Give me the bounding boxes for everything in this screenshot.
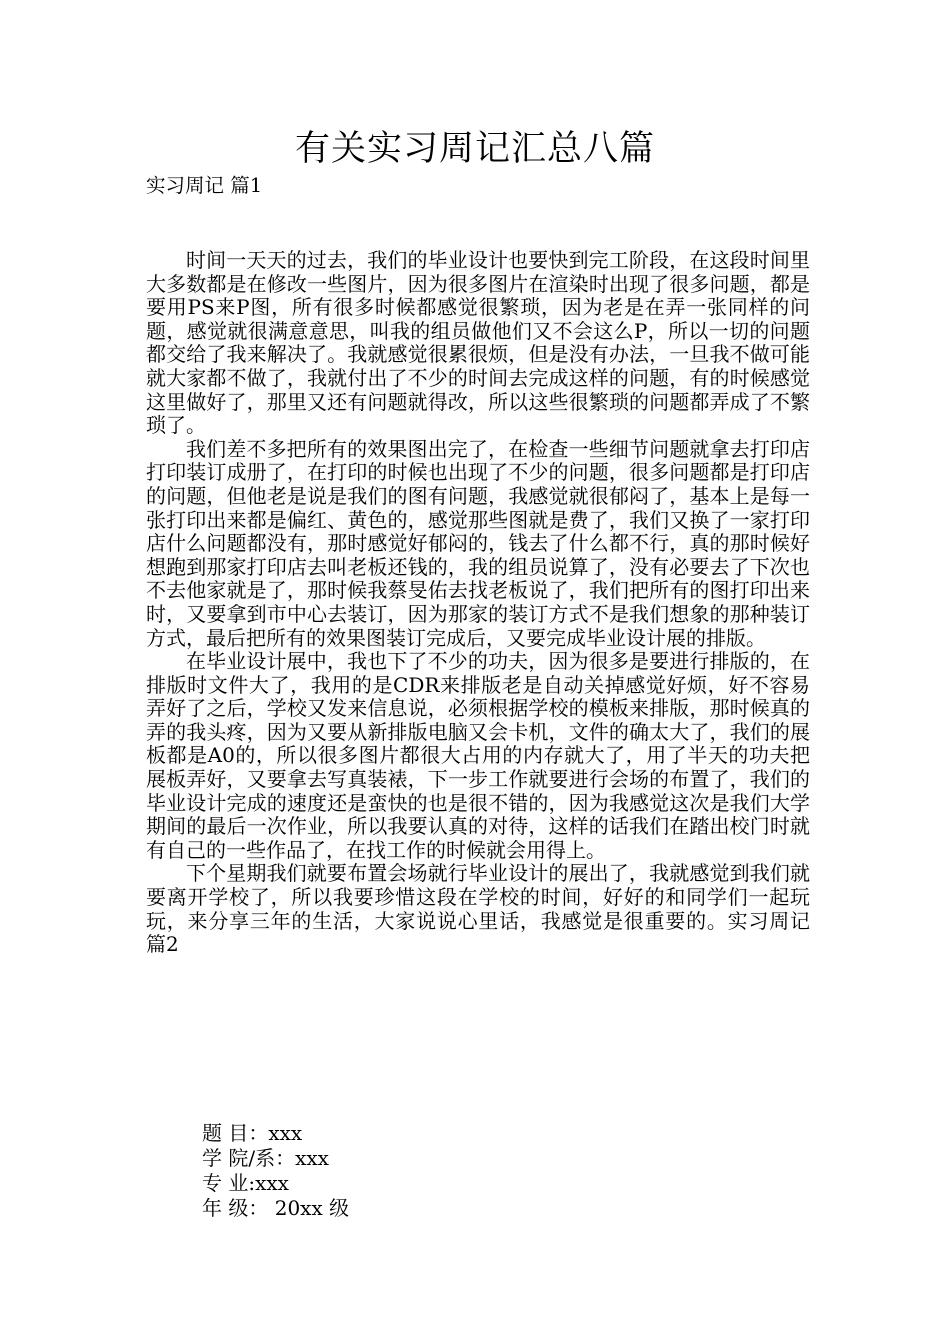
paragraph-2: 我们差不多把所有的效果图出完了，在检查一些细节问题就拿去打印店打印装订成册了，在打印的时候也出现了不少的问题，很多问题都是打印店的问题，但他老是说是我们的图有问题，我感觉就很郁闷了，基本上是每一张打印出来都是偏红、黄色的，感觉那些图就是费了，我们又换了一家打印店什么问题都没有，那时感觉好郁闷的，钱去了什么都不行，真的那时候好想跑到那家打印店去叫老板还钱的，我的组员说算了，没有必要去了下次也不去他家就是了，那时候我蔡旻佑去找老板说了，我们把所有的图打印出来时，又要拿到市中心去装订，因为那家的装订方式不是我们想象的那种装订方式，最后把所有的效果图装订完成后，又要完成毕业设计展的排版。 [146,436,810,650]
meta-grade: 年 级： 20xx 级 [202,1196,350,1220]
meta-major: 专 业:xxx [202,1171,289,1195]
document-title: 有关实习周记汇总八篇 [294,129,655,169]
paragraph-3: 在毕业设计展中，我也下了不少的功夫，因为很多是要进行排版的，在排版时文件大了，我用的是CDR来排版老是自动关掉感觉好烦，好不容易弄好了之后，学校又发来信息说，必须根据学校的模板来排版，那时候真的弄的我头疼，因为又要从新排版电脑又会卡机，文件的确太大了，我们的展板都是A0的，所以很多图片都很大占用的内存就大了，用了半天的功夫把展板弄好，又要拿去写真装裱，下一步工作就要进行会场的布置了，我们的毕业设计完成的速度还是蛮快的也是很不错的，因为我感觉这次是我们大学期间的最后一次作业，所以我要认真的对待，这样的话我们在踏出校门时就有自己的一些作品了，在找工作的时候就会用得上。 [146,649,810,862]
meta-topic: 题 目：xxx [202,1121,303,1145]
paragraph-4: 下个星期我们就要布置会场就行毕业设计的展出了，我就感觉到我们就要离开学校了，所以我要珍惜这段在学校的时间，好好的和同学们一起玩玩，来分享三年的生活，大家说说心里话，我感觉是很重要的。实习周记 篇2 [146,861,810,957]
section-heading: 实习周记 篇1 [146,174,263,197]
report-meta-block [202,1121,349,1221]
body-text [146,249,810,957]
meta-department: 学 院/系：xxx [202,1146,329,1170]
paragraph-1: 时间一天天的过去，我们的毕业设计也要快到完工阶段，在这段时间里大多数都是在修改一些图片，因为很多图片在渲染时出现了很多问题，都是要用PS来P图，所有很多时候都感觉很繁琐，因为老是在弄一张同样的问题，感觉就很满意意思，叫我的组员做他们又不会这么P，所以一切的问题都交给了我来解决了。我就感觉很累很烦，但是没有办法，一旦我不做可能就大家都不做了，我就付出了不少的时间去完成这样的问题，有的时候感觉这里做好了，那里又还有问题就得改，所以这些很繁琐的问题都弄成了不繁琐了。 [146,248,810,438]
